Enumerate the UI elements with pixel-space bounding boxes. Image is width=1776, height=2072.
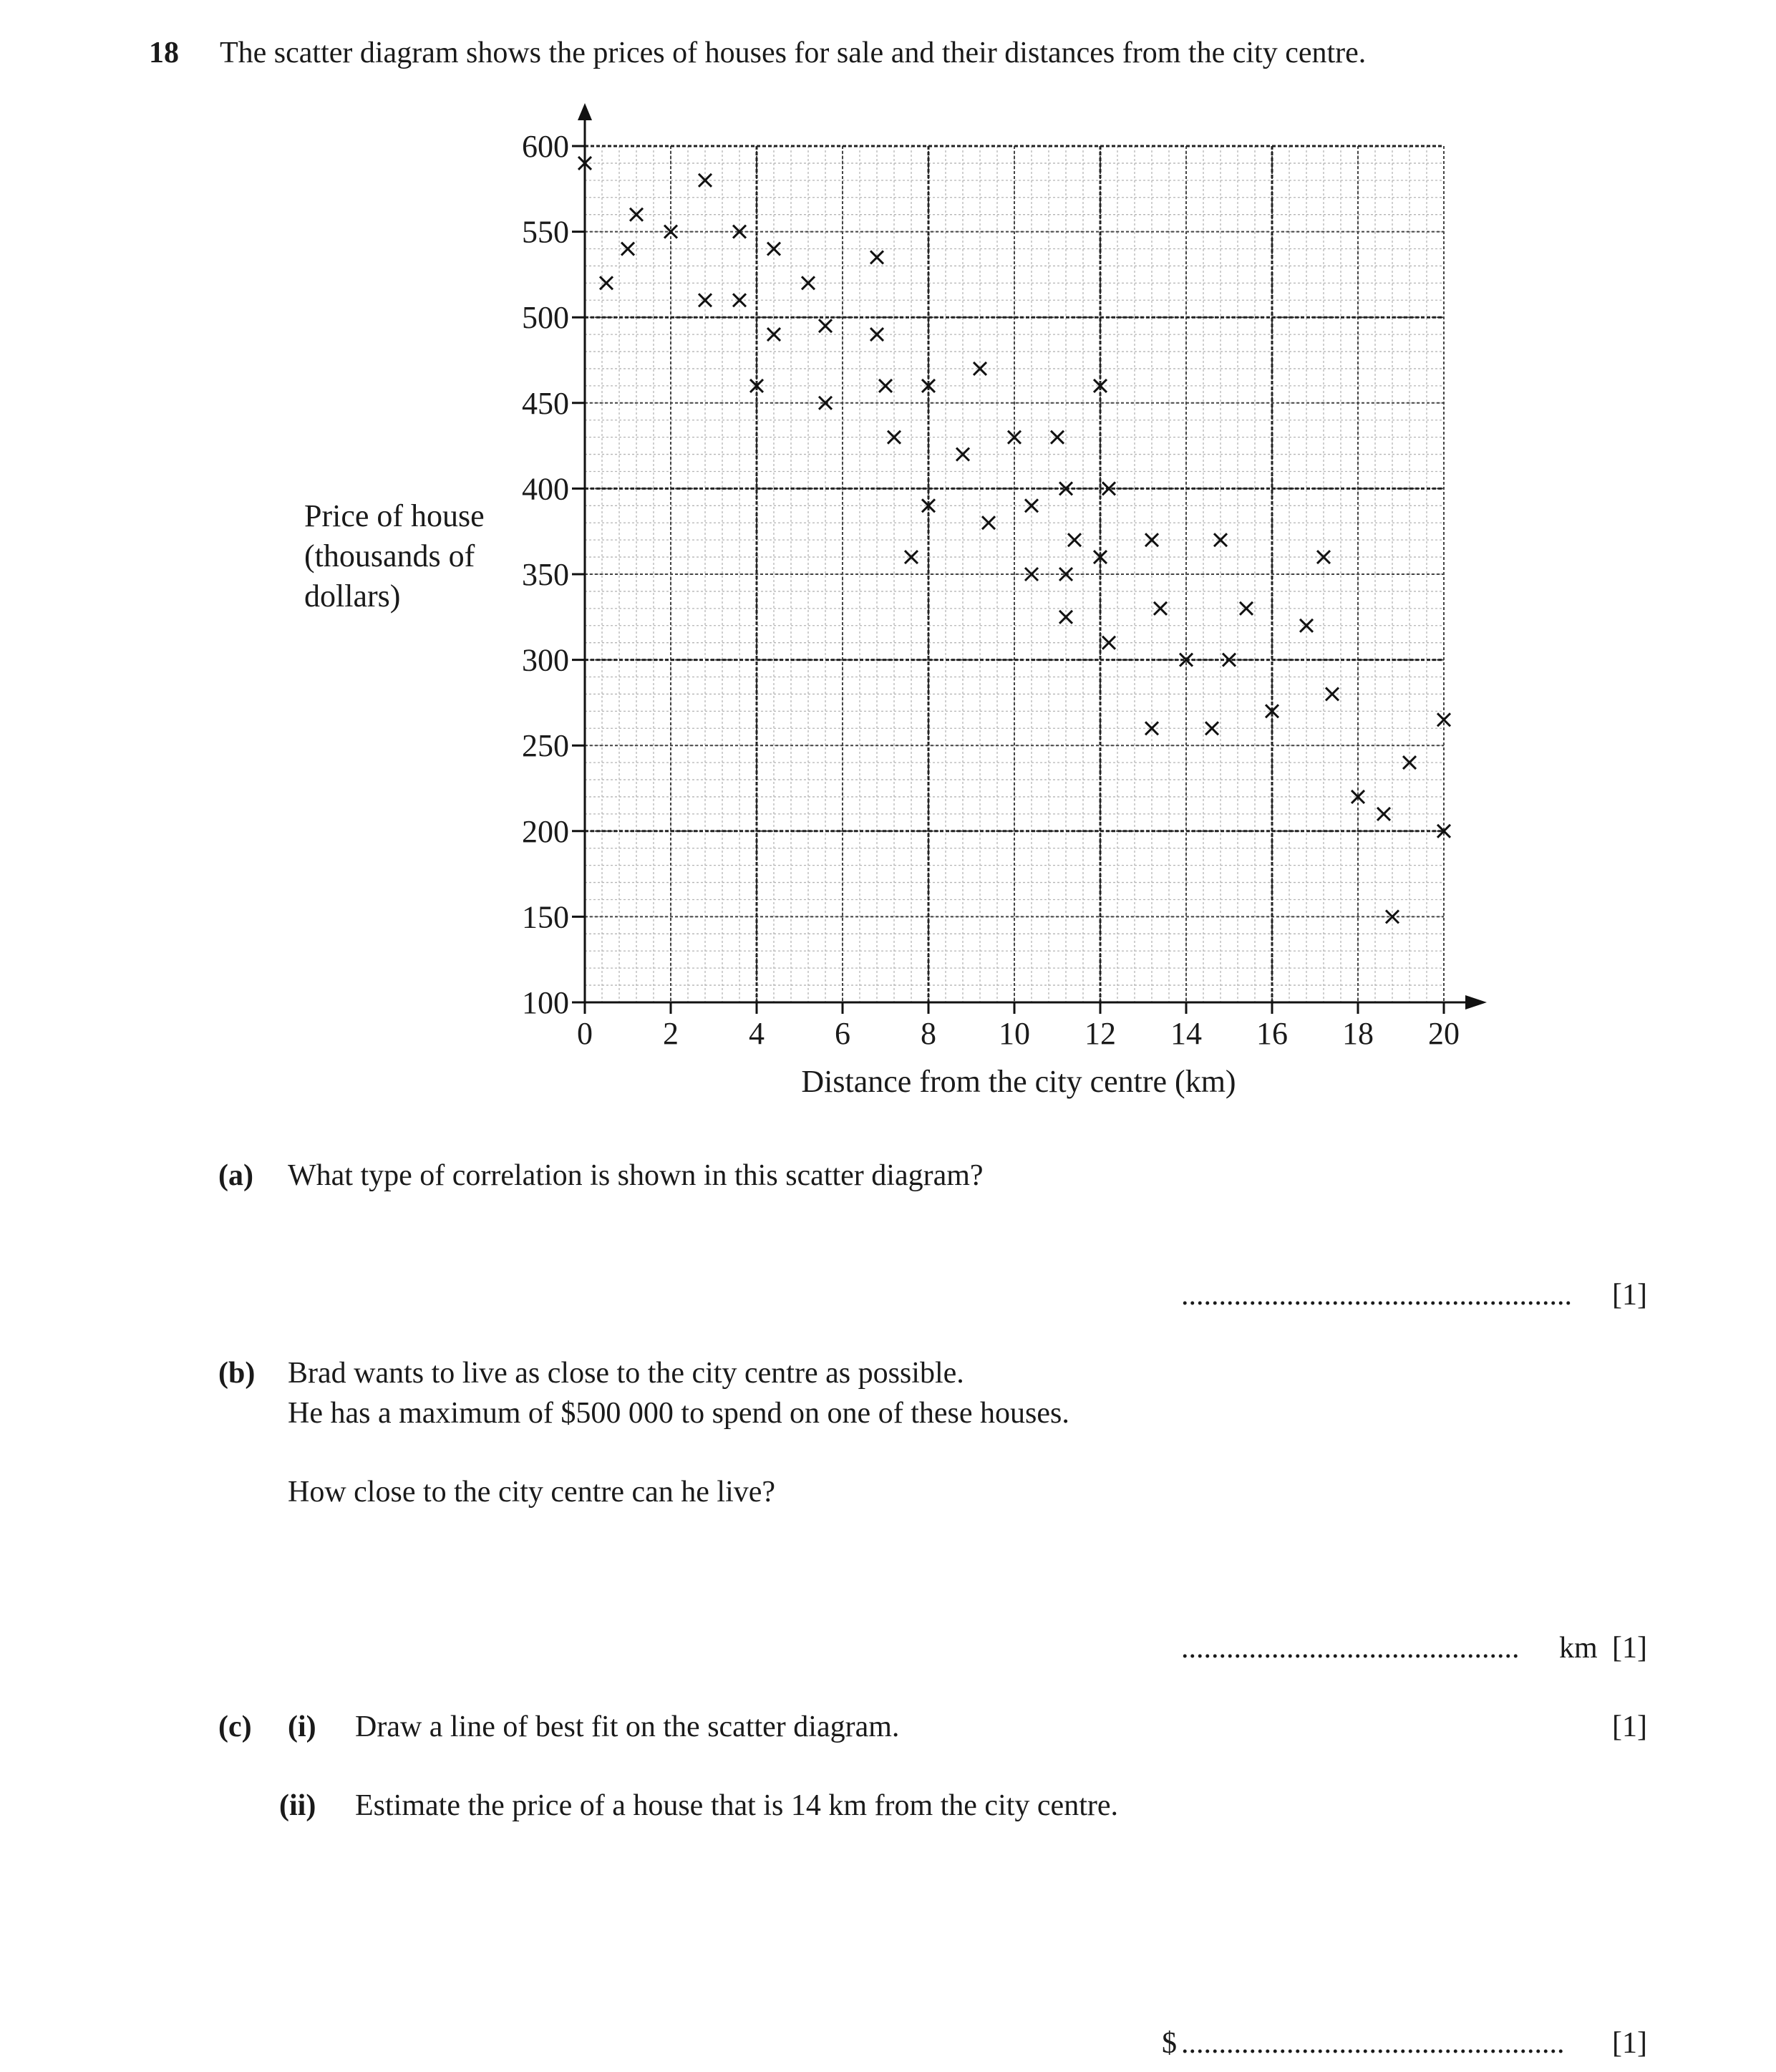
x-axis-arrow — [1465, 995, 1487, 1010]
part-b-marks: [1] — [1612, 1632, 1647, 1665]
y-tick-label: 550 — [522, 214, 569, 250]
y-tick-label: 200 — [522, 813, 569, 849]
x-tick-label: 0 — [577, 1016, 593, 1051]
x-tick-label: 20 — [1428, 1016, 1460, 1051]
x-tick-label: 4 — [749, 1016, 765, 1051]
y-axis-label: Price of house (thousands of dollars) — [304, 498, 485, 614]
part-b-line2: He has a maximum of $500 000 to spend on one of these houses. — [288, 1397, 1069, 1430]
x-tick-label: 2 — [663, 1016, 679, 1051]
part-a-label: (a) — [218, 1159, 253, 1192]
data-point — [870, 251, 883, 263]
y-tick-label: 600 — [522, 129, 569, 164]
x-tick-label: 12 — [1084, 1016, 1116, 1051]
x-tick-label: 10 — [999, 1016, 1030, 1051]
question-intro: The scatter diagram shows the prices of houses for sale and their distances from the city centre. — [220, 37, 1367, 69]
x-tick-label: 8 — [921, 1016, 936, 1051]
data-point — [1059, 611, 1072, 624]
y-tick-label: 400 — [522, 471, 569, 507]
y-axis-arrow — [578, 103, 592, 120]
x-tick-label: 14 — [1170, 1016, 1202, 1051]
y-tick-label: 300 — [522, 642, 569, 678]
part-c-ii-question: Estimate the price of a house that is 14 km from the city centre. — [355, 1789, 1118, 1822]
x-tick-label: 18 — [1342, 1016, 1374, 1051]
part-c-label: (c) — [218, 1710, 252, 1743]
part-c-ii-marks: [1] — [1612, 2027, 1647, 2060]
part-b-unit: km — [1559, 1632, 1598, 1665]
part-b-line1: Brad wants to live as close to the city centre as possible. — [288, 1357, 964, 1390]
y-tick-label: 150 — [522, 899, 569, 935]
part-c-i-question: Draw a line of best fit on the scatter diagram. — [355, 1710, 900, 1743]
y-tick-label: 500 — [522, 300, 569, 336]
y-tick-label: 450 — [522, 385, 569, 421]
part-c-ii-answer-line[interactable]: ................................................... — [1181, 2027, 1565, 2060]
question-number: 18 — [149, 37, 179, 69]
part-a-question: What type of correlation is shown in this scatter diagram? — [288, 1159, 984, 1192]
part-c-i-marks: [1] — [1612, 1710, 1647, 1743]
y-tick-label: 250 — [522, 728, 569, 764]
part-b-label: (b) — [218, 1357, 256, 1390]
y-tick-label: 100 — [522, 985, 569, 1020]
part-b-answer-line[interactable]: ............................................. — [1181, 1632, 1520, 1665]
axes — [572, 103, 1487, 1014]
part-c-ii-label: (ii) — [279, 1789, 316, 1822]
x-tick-label: 16 — [1256, 1016, 1288, 1051]
part-a-marks: [1] — [1612, 1279, 1647, 1312]
part-a-answer-line[interactable]: .................................................... — [1181, 1279, 1572, 1312]
x-axis-label: Distance from the city centre (km) — [801, 1064, 1236, 1099]
part-c-ii-prefix: $ — [1162, 2027, 1177, 2060]
y-tick-label: 350 — [522, 557, 569, 592]
tick-labels — [522, 129, 1460, 1051]
part-b-question: How close to the city centre can he live? — [288, 1476, 776, 1509]
data-point — [819, 319, 832, 332]
part-c-i-label: (i) — [288, 1710, 316, 1743]
x-tick-label: 6 — [835, 1016, 850, 1051]
